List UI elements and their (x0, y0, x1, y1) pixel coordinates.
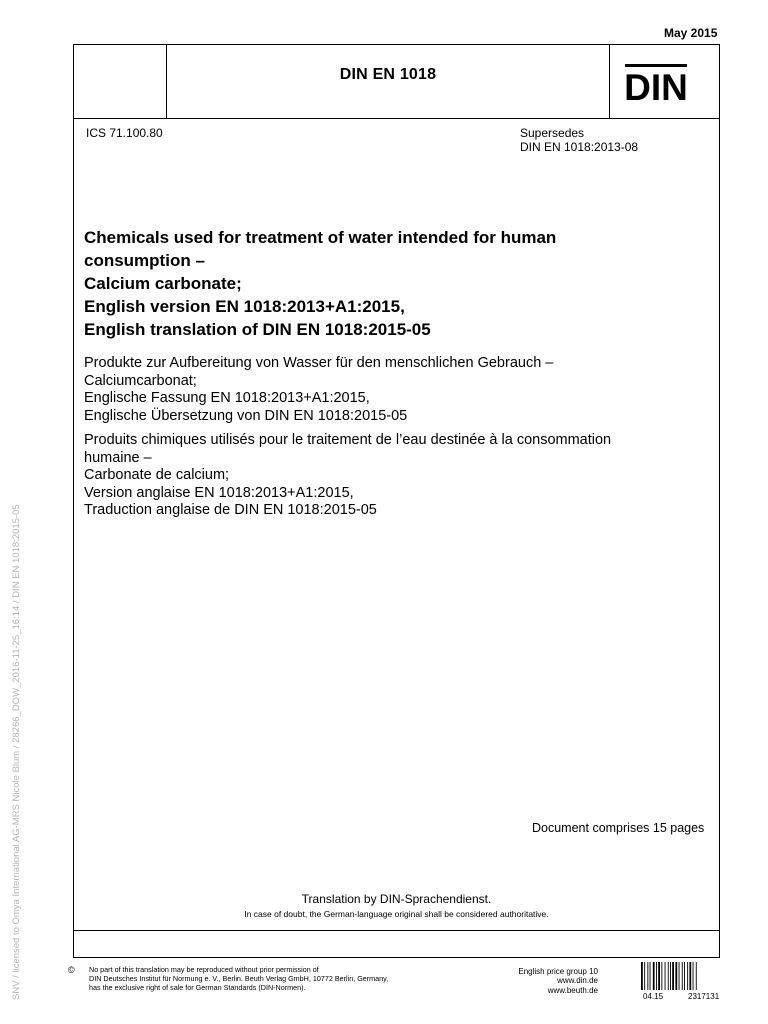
title-german (84, 355, 704, 425)
title-fr-line: Carbonate de calcium; (84, 467, 230, 483)
side-license-watermark: SNV / licensed to Omya International AG-MRS Nicole Blum / 28266_DOW_2016-11-25_16:14 / DIN EN 1018:2015-05 (11, 504, 22, 1000)
copyright-line: has the exclusive right of sale for German Standards (DIN-Normen). (89, 983, 306, 992)
title-en-line: Chemicals used for treatment of water intended for human (84, 228, 557, 247)
title-fr-line: Version anglaise EN 1018:2013+A1:2015, (84, 484, 354, 501)
price-group-block (470, 967, 598, 995)
copyright-line: DIN Deutsches Institut für Normung e. V., Berlin. Beuth Verlag GmbH, 10772 Berlin, Germany, (89, 974, 389, 983)
title-en-line: English version EN 1018:2013+A1:2015, (84, 297, 405, 316)
footer-top-rule (73, 930, 720, 931)
beuth-website-link[interactable]: www.beuth.de (547, 985, 598, 995)
header-bottom-rule (73, 118, 720, 119)
page-count-note: Document comprises 15 pages (532, 821, 705, 835)
price-group: English price group 10 (518, 967, 598, 976)
title-de-line: Produkte zur Aufbereitung von Wasser für den menschlichen Gebrauch – (84, 355, 554, 371)
header-divider-right (609, 44, 610, 119)
barcode-number: 2317131 (688, 992, 720, 1001)
ics-code: ICS 71.100.80 (86, 126, 163, 140)
copyright-symbol: © (68, 965, 75, 975)
barcode-icon (641, 962, 719, 990)
barcode-date: 04.15 (643, 992, 664, 1001)
title-fr-line: Traduction anglaise de DIN EN 1018:2015-05 (84, 502, 377, 518)
supersedes-value: DIN EN 1018:2013-08 (520, 140, 639, 154)
standard-id: DIN EN 1018 (339, 66, 437, 83)
publication-date: May 2015 (664, 26, 718, 40)
translation-note: Translation by DIN-Sprachendienst. (301, 892, 492, 906)
title-fr-line: Produits chimiques utilisés pour le traitement de l’eau destinée à la consommation (84, 432, 612, 448)
title-english (84, 226, 704, 341)
supersedes-block (520, 126, 638, 154)
title-fr-line: humaine – (84, 449, 152, 466)
title-en-line: English translation of DIN EN 1018:2015-05 (84, 320, 431, 339)
title-en-line: consumption – (84, 251, 205, 270)
supersedes-label: Supersedes (520, 126, 585, 140)
title-de-line: Calciumcarbonat; (84, 372, 197, 389)
copyright-line: No part of this translation may be reproduced without prior permission of (89, 965, 319, 974)
copyright-notice (89, 965, 419, 992)
authoritative-note: In case of doubt, the German-language original shall be considered authoritative. (244, 909, 549, 919)
title-en-line: Calcium carbonate; (84, 274, 242, 293)
svg-text:DIN: DIN (624, 67, 688, 106)
title-de-line: Englische Übersetzung von DIN EN 1018:2015-05 (84, 407, 408, 424)
din-logo-icon (621, 60, 689, 106)
din-website-link[interactable]: www.din.de (557, 976, 598, 986)
title-french (84, 432, 704, 520)
title-de-line: Englische Fassung EN 1018:2013+A1:2015, (84, 390, 370, 406)
